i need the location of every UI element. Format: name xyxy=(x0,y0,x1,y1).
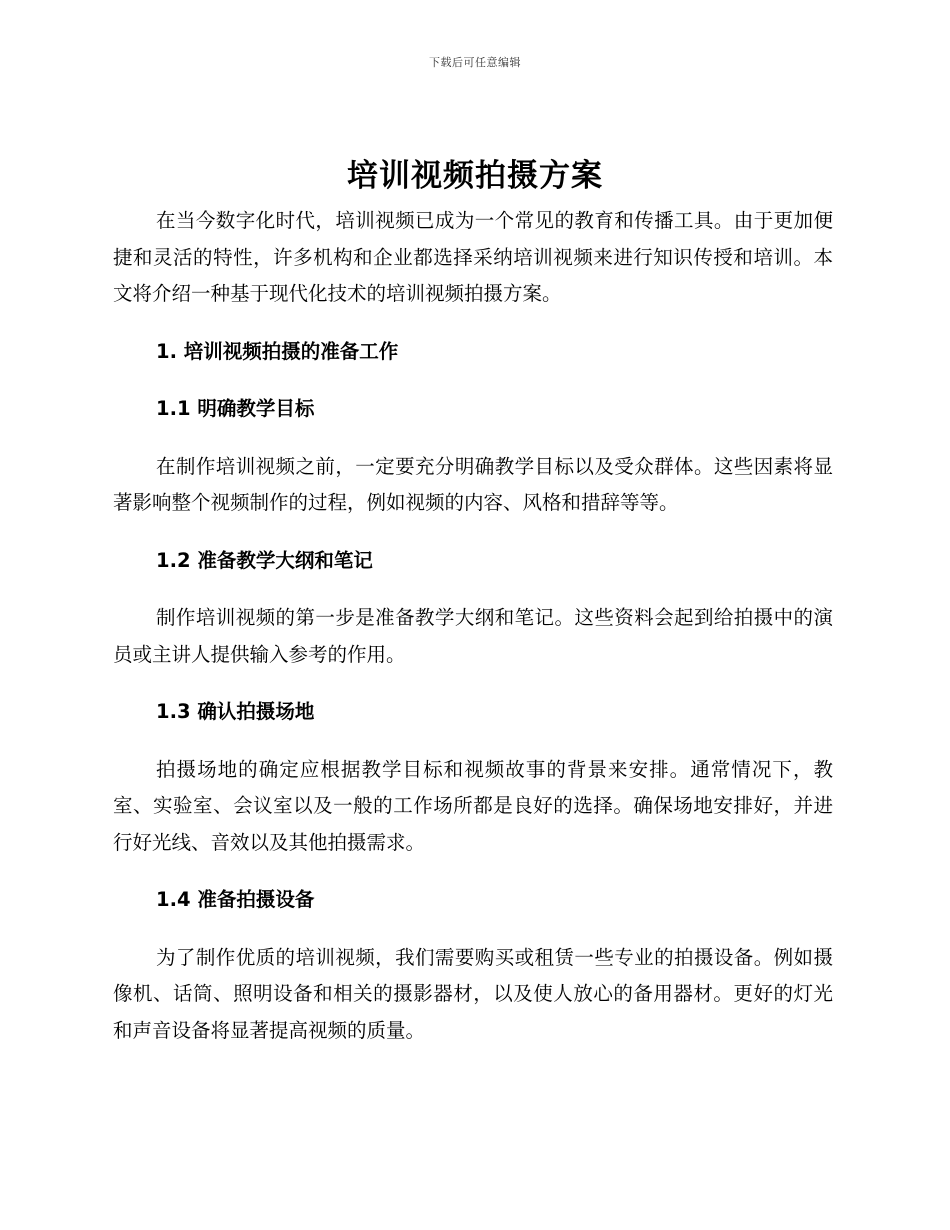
subsection-1-4-heading: 1.4 准备拍摄设备 xyxy=(156,888,315,911)
document-title: 培训视频拍摄方案 xyxy=(347,158,603,194)
subsection-1-2-heading: 1.2 准备教学大纲和笔记 xyxy=(156,548,373,572)
subsection-1-1-heading: 1.1 明确教学目标 xyxy=(156,397,315,420)
subsection-1-1-text: 在制作培训视频之前，一定要充分明确教学目标以及受众群体。这些因素将显著影响整个视频制作的过程，例如视频的内容、风格和措辞等等。 xyxy=(113,454,833,514)
subsection-1-4-text: 为了制作优质的培训视频，我们需要购买或租赁一些专业的拍摄设备。例如摄像机、话筒、照明设备和相关的摄影器材，以及使人放心的备用器材。更好的灯光和声音设备将显著提高视频的质量。 xyxy=(113,945,833,1042)
section-1-heading: 1. 培训视频拍摄的准备工作 xyxy=(156,339,399,363)
page-header-note: 下载后可任意编辑 xyxy=(429,56,521,69)
subsection-1-2-text: 制作培训视频的第一步是准备教学大纲和笔记。这些资料会起到给拍摄中的演员或主讲人提供输入参考的作用。 xyxy=(113,606,833,666)
subsection-1-3-heading: 1.3 确认拍摄场地 xyxy=(156,700,315,723)
subsection-1-3-text: 拍摄场地的确定应根据教学目标和视频故事的背景来安排。通常情况下，教室、实验室、会议室以及一般的工作场所都是良好的选择。确保场地安排好，并进行好光线、音效以及其他拍摄需求。 xyxy=(113,757,833,854)
document-body xyxy=(113,203,833,1049)
intro-paragraph: 在当今数字化时代，培训视频已成为一个常见的教育和传播工具。由于更加便捷和灵活的特性，许多机构和企业都选择采纳培训视频来进行知识传授和培训。本文将介绍一种基于现代化技术的培训视频拍摄方案。 xyxy=(113,209,833,305)
